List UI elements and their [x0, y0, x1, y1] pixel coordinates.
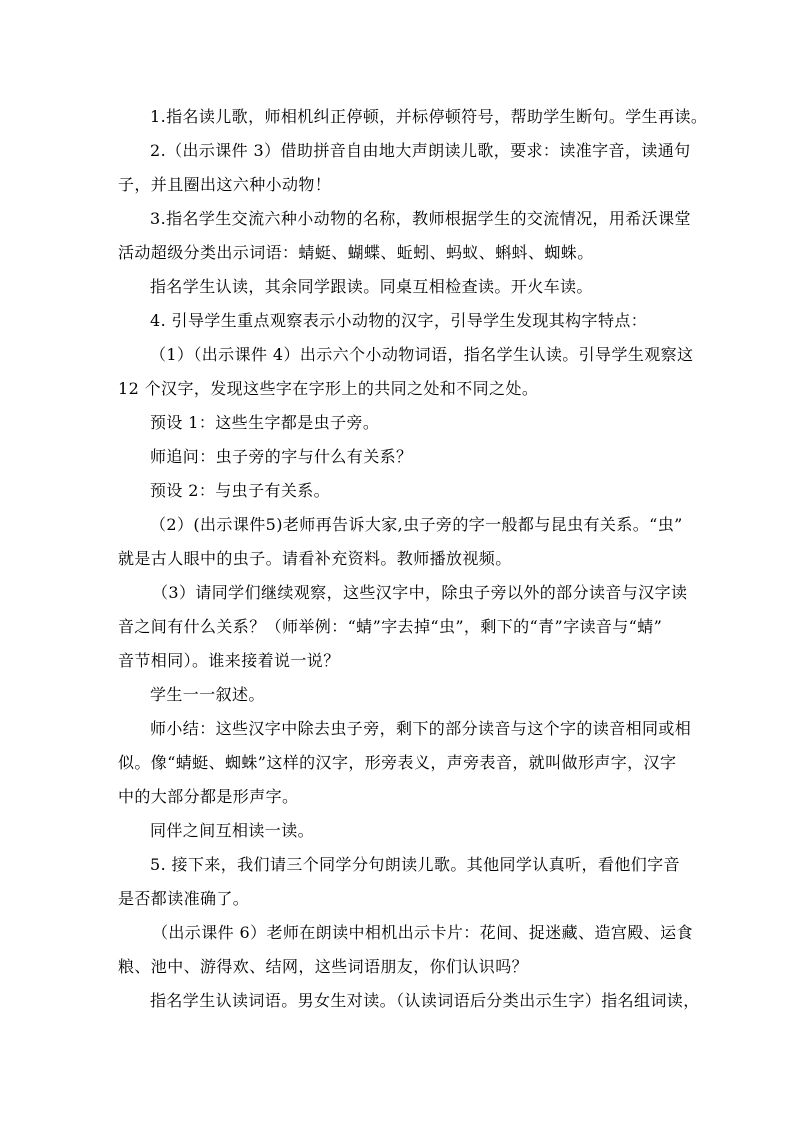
paragraph-line: 粮、池中、游得欢、结网，这些词语朋友，你们认识吗？ [118, 957, 529, 976]
paragraph-line: 音节相同）。谁来接着说一说？ [118, 651, 340, 670]
paragraph-line: （1）（出示课件 4）出示六个小动物词语，指名学生认读。引导学生观察这 [150, 345, 694, 364]
paragraph-line: 2.（出示课件 3）借助拼音自由地大声朗读儿歌，要求：读准字音，读通句 [150, 141, 691, 160]
paragraph-line: （3）请同学们继续观察，这些汉字中，除虫子旁以外的部分读音与汉字读 [152, 583, 688, 602]
paragraph-line: 预设 2：与虫子有关系。 [150, 481, 331, 500]
paragraph-line: 学生一一叙述。 [150, 685, 265, 704]
paragraph-line: 预设 1：这些生字都是虫子旁。 [150, 413, 380, 432]
paragraph-line: 活动超级分类出示词语：蜻蜓、蝴蝶、蚯蚓、蚂蚁、蝌蚪、蜘蛛。 [118, 243, 594, 262]
paragraph-line: 就是古人眼中的虫子。请看补充资料。教师播放视频。 [118, 549, 512, 568]
paragraph-line: 是否都读准确了。 [118, 889, 250, 908]
paragraph-line: 指名学生认读，其余同学跟读。同桌互相检查读。开火车读。 [150, 277, 593, 296]
paragraph-line: 子，并且圈出这六种小动物！ [118, 175, 332, 194]
paragraph-line: 3.指名学生交流六种小动物的名称，教师根据学生的交流情况，用希沃课堂 [150, 209, 691, 228]
paragraph-line: 似。像“蜻蜓、蜘蛛”这样的汉字，形旁表义，声旁表音，就叫做形声字，汉字 [118, 753, 677, 772]
paragraph-line: 指名学生认读词语。男女生对读。（认读词语后分类出示生字）指名组词读， [150, 991, 700, 1010]
paragraph-line: 师追问：虫子旁的字与什么有关系？ [150, 447, 413, 466]
paragraph-line: 1.指名读儿歌，师相机纠正停顿，并标停顿符号，帮助学生断句。学生再读。 [150, 107, 708, 126]
paragraph-line: 师小结：这些汉字中除去虫子旁，剩下的部分读音与这个字的读音相同或相 [150, 719, 692, 738]
paragraph-line: 5. 接下来，我们请三个同学分句朗读儿歌。其他同学认真听，看他们字音 [150, 855, 680, 874]
paragraph-line: 同伴之间互相读一读。 [150, 821, 315, 840]
paragraph-line: （2）(出示课件5)老师再告诉大家,虫子旁的字一般都与昆虫有关系。“虫” [150, 515, 683, 534]
paragraph-line: （出示课件 6）老师在朗读中相机出示卡片：花间、捉迷藏、造宫殿、运食 [152, 923, 693, 942]
paragraph-line: 12 个汉字，发现这些字在字形上的共同之处和不同之处。 [118, 379, 539, 398]
paragraph-line: 4. 引导学生重点观察表示小动物的汉字，引导学生发现其构字特点： [150, 311, 648, 330]
paragraph-line: 中的大部分都是形声字。 [118, 787, 299, 806]
paragraph-line: 音之间有什么关系？（师举例：“蜻”字去掉“虫”，剩下的“青”字读音与“蜻” [118, 617, 663, 636]
